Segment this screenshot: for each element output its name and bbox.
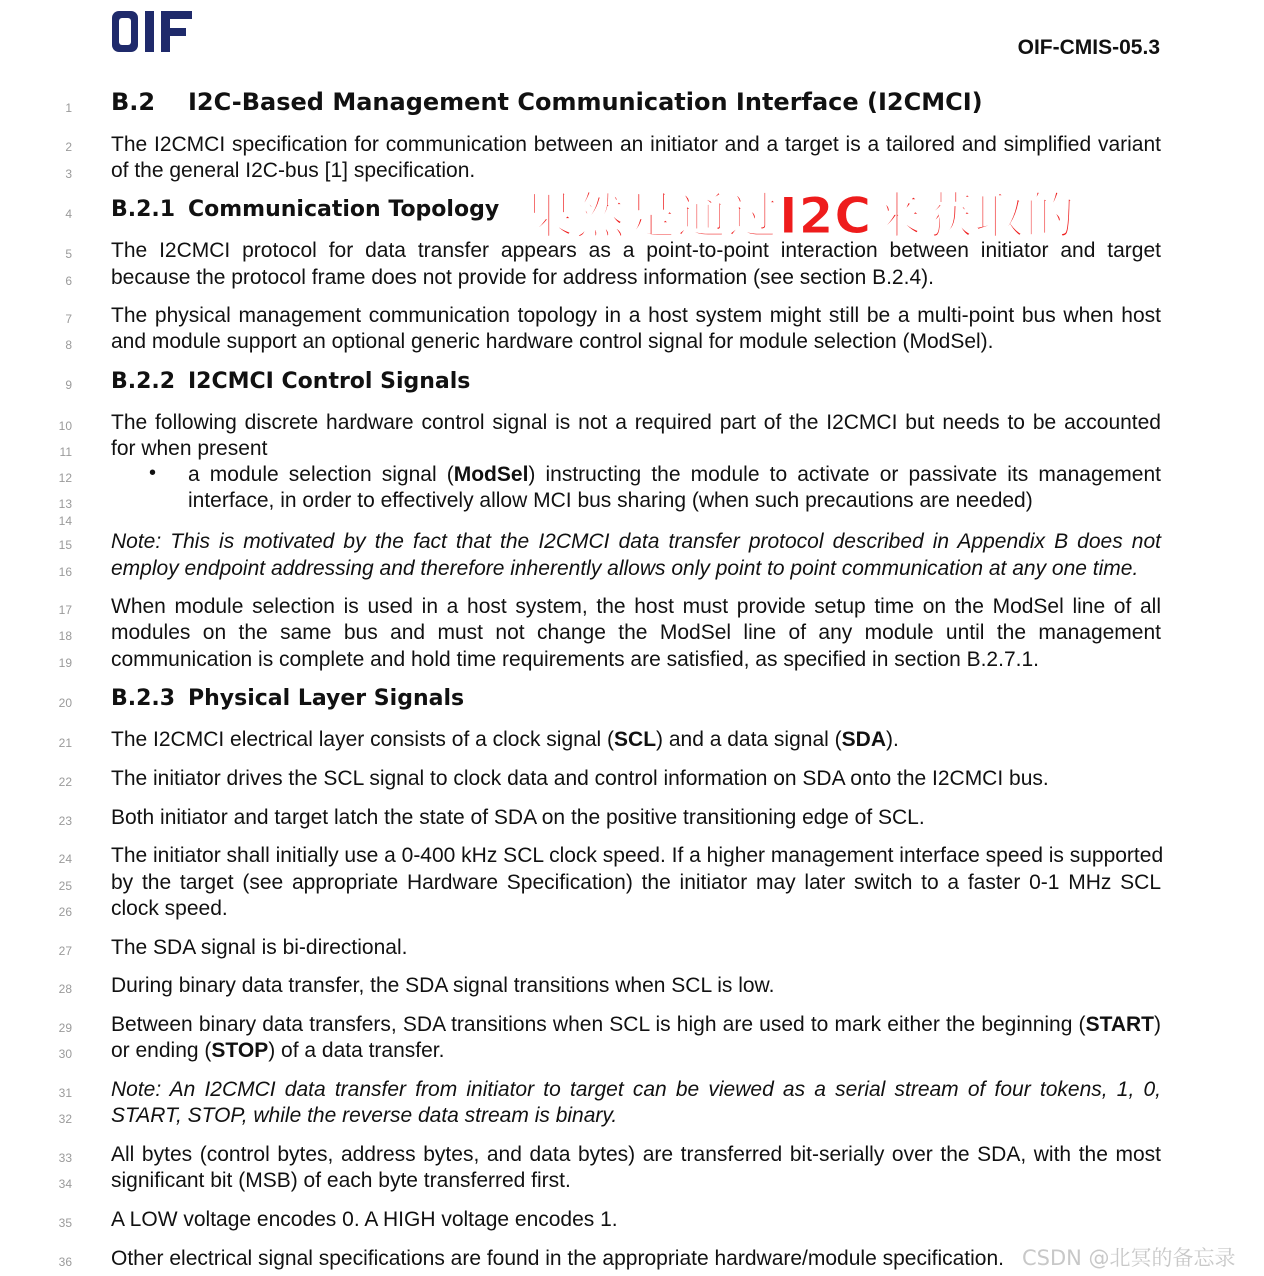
- line-number: 5: [65, 247, 72, 261]
- text-line: A LOW voltage encodes 0. A HIGH voltage encodes 1.: [111, 1208, 618, 1231]
- text-line: The physical management communication topology in a host system might still be a multi-point bus when host: [111, 304, 1161, 327]
- line-number: 21: [58, 736, 72, 750]
- text-span: a module selection signal (: [188, 463, 454, 486]
- bullet-text-line: interface, in order to effectively allow MCI bus sharing (when such precautions are needed): [188, 489, 1033, 512]
- note-line: Note: This is motivated by the fact that the I2CMCI data transfer protocol described in Appendix B does not: [111, 530, 1161, 553]
- section-heading-b23: [111, 686, 464, 711]
- text-span: ) of a data transfer.: [268, 1039, 445, 1062]
- line-number: 30: [58, 1047, 72, 1061]
- bold-term-modsel: ModSel: [453, 463, 529, 486]
- line-number: 2: [65, 140, 72, 154]
- text-line: During binary data transfer, the SDA signal transitions when SCL is low.: [111, 974, 775, 997]
- line-number: 36: [58, 1255, 72, 1269]
- line-number: 19: [58, 656, 72, 670]
- text-line: clock speed.: [111, 897, 228, 920]
- oif-logo: [110, 8, 196, 60]
- line-number: 32: [58, 1112, 72, 1126]
- line-number: 9: [65, 378, 72, 392]
- bullet-icon: •: [149, 462, 157, 484]
- text-line: The I2CMCI specification for communication between an initiator and a target is a tailored and simplified variant: [111, 133, 1161, 156]
- line-number: 34: [58, 1177, 72, 1191]
- text-line: [111, 1038, 1161, 1064]
- bold-term-scl: SCL: [614, 728, 657, 751]
- text-span: ): [1154, 1013, 1161, 1036]
- line-number: 24: [58, 852, 72, 866]
- red-annotation: 果然是通过I2C来获取的: [524, 187, 1077, 245]
- text-line: because the protocol frame does not provide for address information (see section B.2.4).: [111, 266, 934, 289]
- line-number: 7: [65, 312, 72, 326]
- note-line: Note: An I2CMCI data transfer from initiator to target can be viewed as a serial stream of four tokens, 1, 0,: [111, 1078, 1161, 1101]
- text-line: and module support an optional generic hardware control signal for module selection (ModSel).: [111, 330, 994, 353]
- line-number: 4: [65, 207, 72, 221]
- line-number: 27: [58, 944, 72, 958]
- line-number: 14: [58, 514, 72, 528]
- bold-term-sda: SDA: [841, 728, 886, 751]
- text-line: All bytes (control bytes, address bytes, and data bytes) are transferred bit-serially over the SDA, with the most: [111, 1143, 1161, 1166]
- text-line: significant bit (MSB) of each byte transferred first.: [111, 1169, 571, 1192]
- text-span: ) and a data signal (: [656, 728, 842, 751]
- text-line: The following discrete hardware control signal is not a required part of the I2CMCI but needs to be accounted: [111, 411, 1161, 434]
- bullet-text-line: [188, 462, 1161, 488]
- text-span: ) instructing the module to activate or passivate its management: [528, 463, 1161, 486]
- line-number: 33: [58, 1151, 72, 1165]
- note-line: employ endpoint addressing and therefore inherently allows only point to point communication at any one time.: [111, 557, 1139, 580]
- section-number: B.2.1: [111, 197, 176, 222]
- text-line: modules on the same bus and must not change the ModSel line of any module until the management: [111, 621, 1161, 644]
- line-number: 26: [58, 905, 72, 919]
- document-id: OIF-CMIS-05.3: [1017, 36, 1160, 59]
- line-number: 1: [65, 101, 72, 115]
- section-number: B.2.3: [111, 686, 176, 711]
- line-number: 13: [58, 497, 72, 511]
- line-number: 25: [58, 879, 72, 893]
- line-number: 3: [65, 167, 72, 181]
- text-line: of the general I2C-bus [1] specification.: [111, 159, 476, 182]
- text-line: When module selection is used in a host system, the host must provide setup time on the ModSel line of all: [111, 595, 1161, 618]
- text-line: The SDA signal is bi-directional.: [111, 936, 408, 959]
- bold-term-start: START: [1085, 1013, 1154, 1036]
- line-number: 29: [58, 1021, 72, 1035]
- line-number: 16: [58, 565, 72, 579]
- text-line: Both initiator and target latch the state of SDA on the positive transitioning edge of SCL.: [111, 806, 925, 829]
- line-number: 11: [59, 445, 72, 459]
- line-number: 35: [58, 1216, 72, 1230]
- section-title: I2CMCI Control Signals: [188, 369, 471, 394]
- section-heading-b22: [111, 369, 470, 394]
- note-line: START, STOP, while the reverse data stream is binary.: [111, 1104, 618, 1127]
- line-number: 10: [58, 419, 72, 433]
- bold-term-stop: STOP: [211, 1039, 269, 1062]
- section-heading-b2: [111, 88, 983, 116]
- text-line: [111, 1012, 1161, 1038]
- text-line: The I2CMCI protocol for data transfer appears as a point-to-point interaction between initiator and target: [111, 239, 1161, 262]
- text-line: Other electrical signal specifications are found in the appropriate hardware/module specification.: [111, 1247, 1004, 1270]
- line-number: 17: [58, 603, 72, 617]
- line-number: 28: [58, 982, 72, 996]
- section-heading-b21: [111, 197, 499, 222]
- section-title: Communication Topology: [188, 197, 500, 222]
- line-number: 20: [58, 696, 72, 710]
- line-number: 18: [58, 629, 72, 643]
- oif-logo-mark: [110, 8, 196, 56]
- line-number: 15: [58, 538, 72, 552]
- line-number: 22: [58, 775, 72, 789]
- section-title: I2C-Based Management Communication Interface (I2CMCI): [188, 88, 983, 116]
- text-line: for when present: [111, 437, 268, 460]
- text-line: by the target (see appropriate Hardware Specification) the initiator may later switch to a faster 0-1 MHz SCL: [111, 871, 1161, 894]
- csdn-watermark: CSDN @北冥的备忘录: [1022, 1246, 1236, 1270]
- section-number: B.2.2: [111, 369, 176, 394]
- text-line: communication is complete and hold time requirements are satisfied, as specified in section B.2.7.1.: [111, 648, 1039, 671]
- text-span: ).: [885, 728, 899, 751]
- text-line: The initiator drives the SCL signal to clock data and control information on SDA onto the I2CMCI bus.: [111, 767, 1049, 790]
- section-title: Physical Layer Signals: [188, 686, 465, 711]
- text-span: The I2CMCI electrical layer consists of a clock signal (: [111, 728, 615, 751]
- text-span: or ending (: [111, 1039, 212, 1062]
- line-number: 23: [58, 814, 72, 828]
- line-number: 12: [58, 471, 72, 485]
- section-number: B.2: [111, 88, 156, 116]
- line-number: 6: [65, 274, 72, 288]
- text-line: The initiator shall initially use a 0-400 kHz SCL clock speed. If a higher management interface speed is supported: [111, 844, 1164, 867]
- line-number: 31: [58, 1086, 72, 1100]
- text-span: Between binary data transfers, SDA transitions when SCL is high are used to mark either the beginning (: [111, 1013, 1086, 1036]
- text-line: [111, 727, 1161, 753]
- line-number: 8: [65, 338, 72, 352]
